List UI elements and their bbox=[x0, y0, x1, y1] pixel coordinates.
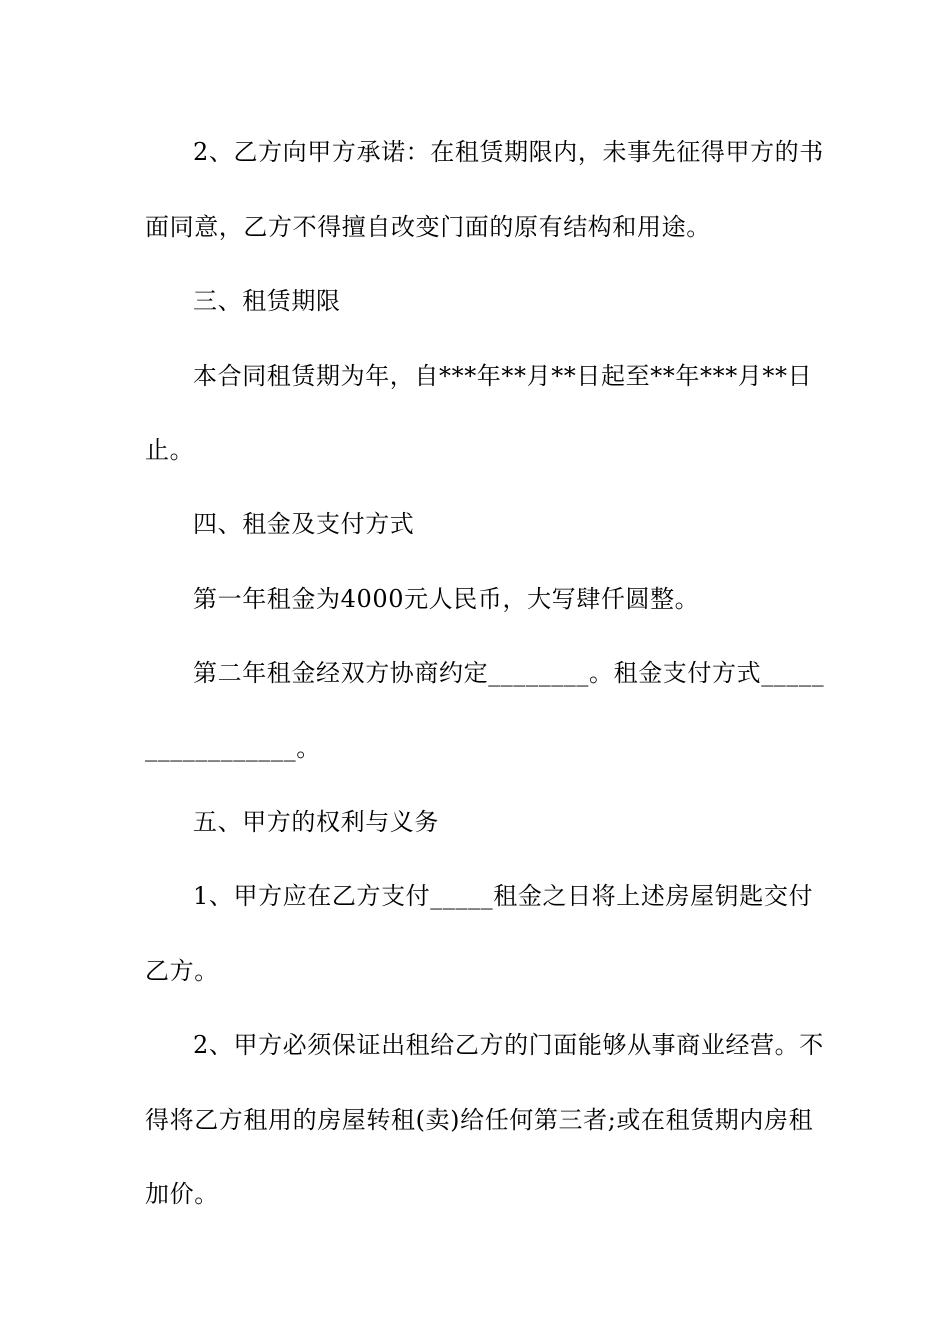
party-a-duty-1-line-2: 乙方。 bbox=[145, 957, 219, 985]
section-4-heading: 四、租金及支付方式 bbox=[193, 510, 415, 538]
party-a-duty-1-line-1: 1、甲方应在乙方支付_____租金之日将上述房屋钥匙交付 bbox=[193, 882, 814, 910]
first-year-rent-line: 第一年租金为4000元人民币，大写肆仟圆整。 bbox=[193, 585, 700, 613]
party-a-duty-2-line-2: 得将乙方租用的房屋转租(卖)给任何第三者;或在租赁期内房租 bbox=[145, 1106, 814, 1134]
section-3-heading: 三、租赁期限 bbox=[193, 287, 341, 315]
lease-term-line-1: 本合同租赁期为年，自***年**月**日起至**年***月**日 bbox=[193, 362, 813, 390]
second-year-rent-line-2: ____________。 bbox=[145, 734, 321, 762]
party-a-duty-2-line-3: 加价。 bbox=[145, 1180, 219, 1208]
party-a-duty-2-line-1: 2、甲方必须保证出租给乙方的门面能够从事商业经营。不 bbox=[193, 1031, 824, 1059]
lease-term-line-2: 止。 bbox=[145, 436, 195, 464]
clause-2-promise-line-2: 面同意，乙方不得擅自改变门面的原有结构和用途。 bbox=[145, 213, 711, 241]
clause-2-promise-line-1: 2、乙方向甲方承诺：在租赁期限内，未事先征得甲方的书 bbox=[193, 138, 824, 166]
second-year-rent-line-1: 第二年租金经双方协商约定________。租金支付方式_____ bbox=[193, 659, 825, 687]
section-5-heading: 五、甲方的权利与义务 bbox=[193, 808, 439, 836]
